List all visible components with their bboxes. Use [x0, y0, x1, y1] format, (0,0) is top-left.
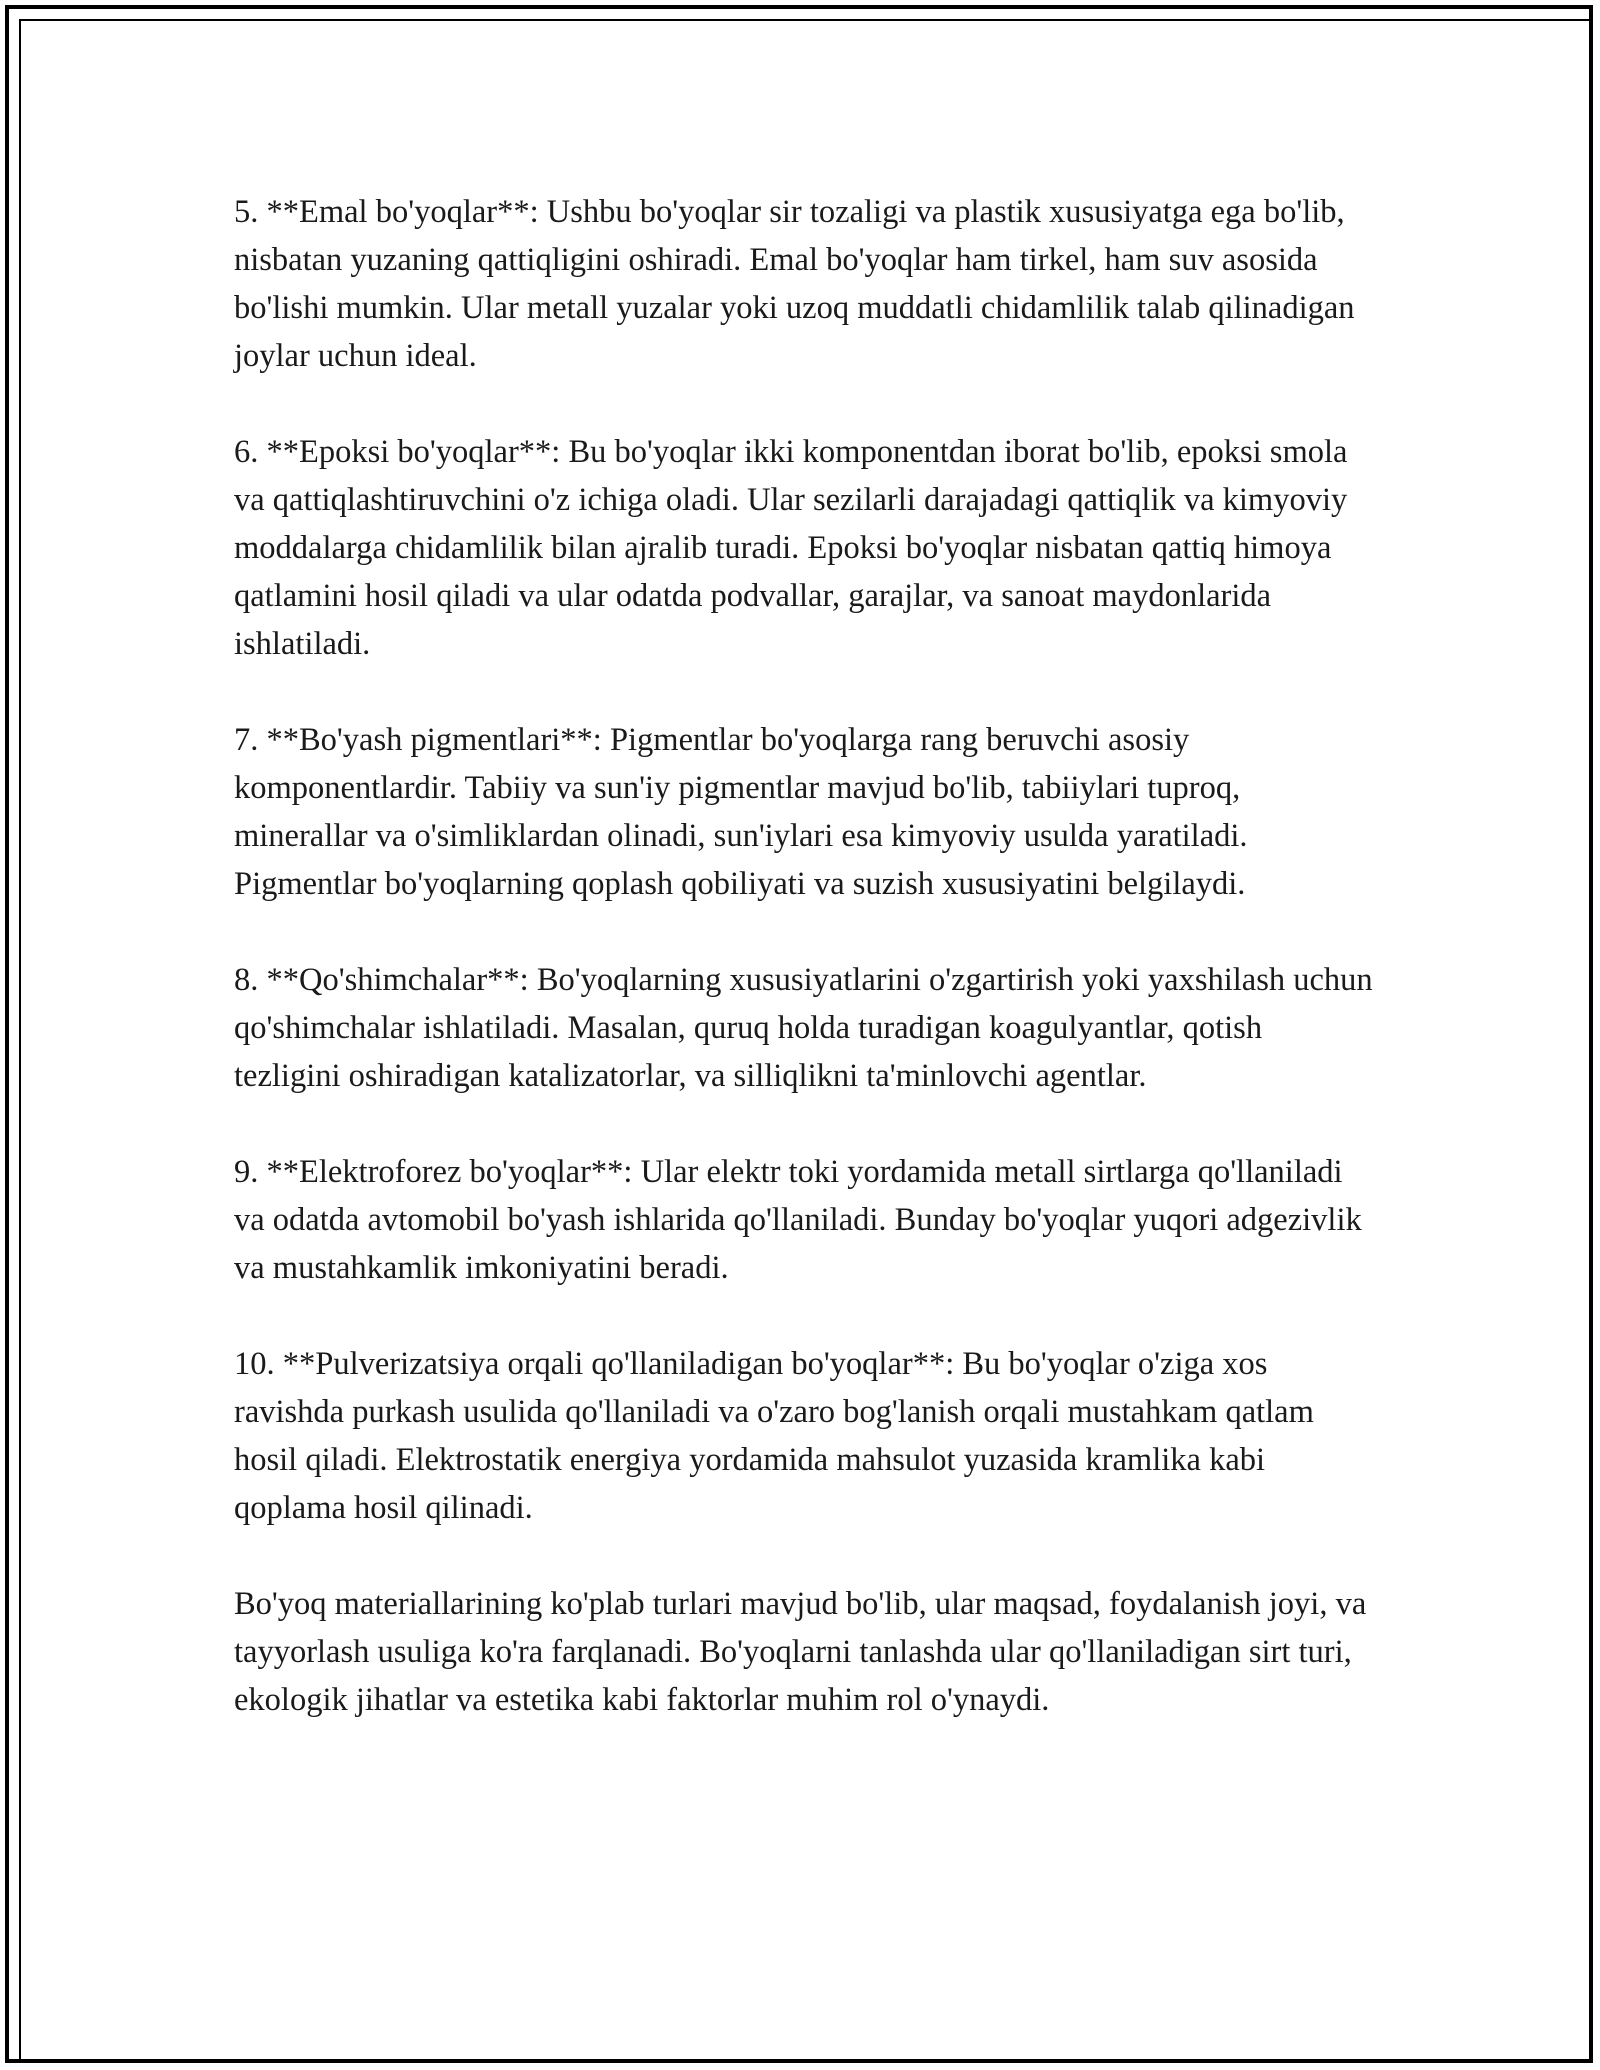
paragraph-conclusion: Bo'yoq materiallarining ko'plab turlari mavjud bo'lib, ular maqsad, foydalanish joyi, va tayyorlash usuliga ko'ra farqlanadi. Bo'yoqlarni tanlashda ular qo'llaniladigan sirt turi, ekologik jihatlar va estetika kabi faktorlar muhim rol o'ynaydi.	[234, 1586, 1367, 1718]
paragraph-epoksi: 6. **Epoksi bo'yoqlar**: Bu bo'yoqlar ikki komponentdan iborat bo'lib, epoksi smola va qattiqlashtiruvchini o'z ichiga oladi. Ular sezilarli darajadagi qattiqlik va kimyoviy moddalarga chidamlilik bilan ajralib turadi. Epoksi bo'yoqlar nisbatan qattiq himoya qatlamini hosil qiladi va ular odatda podvallar, garajlar, va sanoat maydonlarida ishlatiladi.	[234, 434, 1348, 662]
paragraph-pulverizatsiya: 10. **Pulverizatsiya orqali qo'llaniladigan bo'yoqlar**: Bu bo'yoqlar o'ziga xos ravishda purkash usulida qo'llaniladi va o'zaro bog'lanish orqali mustahkam qatlam hosil qiladi. Elektrostatik energiya yordamida mahsulot yuzasida kramlika kabi qoplama hosil qilinadi.	[234, 1346, 1314, 1526]
paragraph-pigmentlar: 7. **Bo'yash pigmentlari**: Pigmentlar bo'yoqlarga rang beruvchi asosiy komponentlardir. Tabiiy va sun'iy pigmentlar mavjud bo'lib, tabiiylari tuproq, minerallar va o'simliklardan olinadi, sun'iylari esa kimyoviy usulda yaratiladi. Pigmentlar bo'yoqlarning qoplash qobiliyati va suzish xususiyatini belgilaydi.	[234, 722, 1248, 902]
paragraph-elektroforez: 9. **Elektroforez bo'yoqlar**: Ular elektr toki yordamida metall sirtlarga qo'llaniladi va odatda avtomobil bo'yash ishlarida qo'llaniladi. Bunday bo'yoqlar yuqori adgezivlik va mustahkamlik imkoniyatini beradi.	[234, 1154, 1362, 1286]
paragraph-emal: 5. **Emal bo'yoqlar**: Ushbu bo'yoqlar sir tozaligi va plastik xususiyatga ega bo'lib, nisbatan yuzaning qattiqligini oshiradi. Emal bo'yoqlar ham tirkel, ham suv asosida bo'lishi mumkin. Ular metall yuzalar yoki uzoq muddatli chidamlilik talab qilinadigan joylar uchun ideal.	[234, 194, 1355, 374]
document-body	[234, 188, 1374, 1724]
paragraph-qoshimchalar: 8. **Qo'shimchalar**: Bo'yoqlarning xususiyatlarini o'zgartirish yoki yaxshilash uchun qo'shimchalar ishlatiladi. Masalan, quruq holda turadigan koagulyantlar, qotish tezligini oshiradigan katalizatorlar, va silliqlikni ta'minlovchi agentlar.	[234, 962, 1373, 1094]
